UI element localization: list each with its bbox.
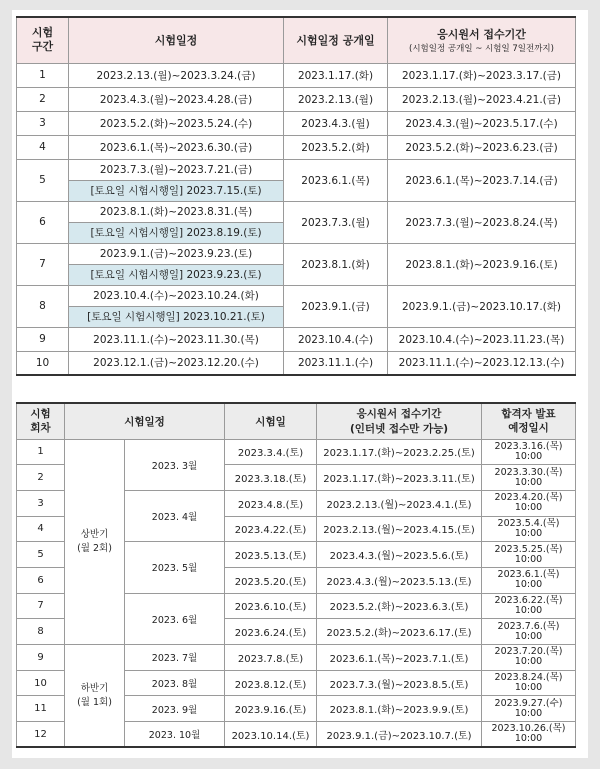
table-row: [17, 439, 576, 465]
saturday-exam-date: [토요일 시험시행일] 2023.10.21.(토): [69, 306, 284, 327]
header-schedule-release: 시험일정 공개일: [284, 17, 388, 63]
saturday-exam-date: [토요일 시험시행일] 2023.9.23.(토): [69, 264, 284, 285]
table-row: [17, 159, 576, 180]
table-row: [17, 327, 576, 351]
round-number: 9: [17, 327, 69, 351]
release-date: 2023.11.1.(수): [284, 351, 388, 375]
table-row: [17, 63, 576, 87]
exam-month: 2023. 5월: [125, 542, 225, 593]
exam-month: 2023. 3월: [125, 439, 225, 490]
header-application-note: (인터넷 접수만 가능): [349, 423, 449, 436]
release-date: 2023.1.17.(화): [284, 63, 388, 87]
application-period: 2023.4.3.(월)~2023.5.6.(토): [317, 542, 482, 568]
header-application-period: [317, 403, 482, 439]
result-date: 2023.8.24.(목) 10:00: [482, 670, 576, 696]
table2-header-row: [17, 403, 576, 439]
header-result-date: 합격자 발표 예정일시: [482, 403, 576, 439]
exam-date: 2023.8.12.(토): [225, 670, 317, 696]
header-exam-date: 시험일: [225, 403, 317, 439]
exam-month: 2023. 4월: [125, 490, 225, 541]
result-date: 2023.5.4.(목) 10:00: [482, 516, 576, 542]
half-year-first: 상반기 (월 2회): [65, 439, 125, 645]
release-date: 2023.4.3.(월): [284, 111, 388, 135]
release-date: 2023.5.2.(화): [284, 135, 388, 159]
application-period: 2023.5.2.(화)~2023.6.3.(토): [317, 593, 482, 619]
table-row: [17, 87, 576, 111]
exam-month: 2023. 10월: [125, 722, 225, 748]
application-period: 2023.7.3.(월)~2023.8.24.(목): [388, 201, 576, 243]
application-period: 2023.5.2.(화)~2023.6.17.(토): [317, 619, 482, 645]
header-exam-round: 시험 구간: [17, 17, 69, 63]
header-exam-schedule: 시험일정: [65, 403, 225, 439]
schedule-table-2: [16, 402, 576, 748]
round-number: 6: [17, 567, 65, 593]
round-number: 9: [17, 645, 65, 671]
result-date: 2023.6.22.(목) 10:00: [482, 593, 576, 619]
exam-date: 2023.5.13.(토): [225, 542, 317, 568]
header-application-note: (시험일정 공개일 ~ 시험일 7일전까지): [409, 44, 554, 55]
exam-date: 2023.6.10.(토): [225, 593, 317, 619]
application-period: 2023.2.13.(월)~2023.4.1.(토): [317, 490, 482, 516]
application-period: 2023.4.3.(월)~2023.5.17.(수): [388, 111, 576, 135]
application-period: 2023.2.13.(월)~2023.4.21.(금): [388, 87, 576, 111]
round-number: 1: [17, 63, 69, 87]
application-period: 2023.7.3.(월)~2023.8.5.(토): [317, 670, 482, 696]
application-period: 2023.4.3.(월)~2023.5.13.(토): [317, 567, 482, 593]
release-date: 2023.9.1.(금): [284, 285, 388, 327]
application-period: 2023.10.4.(수)~2023.11.23.(목): [388, 327, 576, 351]
result-date: 2023.3.16.(목) 10:00: [482, 439, 576, 465]
result-date: 2023.9.27.(수) 10:00: [482, 696, 576, 722]
round-number: 5: [17, 159, 69, 201]
application-period: 2023.8.1.(화)~2023.9.9.(토): [317, 696, 482, 722]
release-date: 2023.6.1.(목): [284, 159, 388, 201]
round-number: 10: [17, 351, 69, 375]
table1-header-row: [17, 17, 576, 63]
application-period: 2023.11.1.(수)~2023.12.13.(수): [388, 351, 576, 375]
application-period: 2023.9.1.(금)~2023.10.17.(화): [388, 285, 576, 327]
exam-period: 2023.4.3.(월)~2023.4.28.(금): [69, 87, 284, 111]
application-period: 2023.1.17.(화)~2023.2.25.(토): [317, 439, 482, 465]
table-row: [17, 351, 576, 375]
round-number: 3: [17, 490, 65, 516]
round-number: 10: [17, 670, 65, 696]
table-row: [17, 645, 576, 671]
result-date: 2023.3.30.(목) 10:00: [482, 465, 576, 491]
round-number: 8: [17, 619, 65, 645]
application-period: 2023.1.17.(화)~2023.3.17.(금): [388, 63, 576, 87]
round-number: 5: [17, 542, 65, 568]
exam-period: 2023.6.1.(목)~2023.6.30.(금): [69, 135, 284, 159]
table-row: [17, 285, 576, 306]
round-number: 1: [17, 439, 65, 465]
exam-date: 2023.10.14.(토): [225, 722, 317, 748]
exam-date: 2023.3.4.(토): [225, 439, 317, 465]
round-number: 7: [17, 593, 65, 619]
exam-date: 2023.3.18.(토): [225, 465, 317, 491]
header-application-period: [388, 17, 576, 63]
round-number: 4: [17, 135, 69, 159]
table-row: [17, 201, 576, 222]
exam-date: 2023.4.22.(토): [225, 516, 317, 542]
half-year-second: 하반기 (월 1회): [65, 645, 125, 748]
round-number: 7: [17, 243, 69, 285]
saturday-exam-date: [토요일 시험시행일] 2023.7.15.(토): [69, 180, 284, 201]
saturday-exam-date: [토요일 시험시행일] 2023.8.19.(토): [69, 222, 284, 243]
result-date: 2023.7.20.(목) 10:00: [482, 645, 576, 671]
application-period: 2023.5.2.(화)~2023.6.23.(금): [388, 135, 576, 159]
exam-month: 2023. 6월: [125, 593, 225, 644]
application-period: 2023.1.17.(화)~2023.3.11.(토): [317, 465, 482, 491]
round-number: 3: [17, 111, 69, 135]
result-date: 2023.5.25.(목) 10:00: [482, 542, 576, 568]
round-number: 6: [17, 201, 69, 243]
round-number: 2: [17, 87, 69, 111]
result-date: 2023.7.6.(목) 10:00: [482, 619, 576, 645]
release-date: 2023.7.3.(월): [284, 201, 388, 243]
exam-period: 2023.11.1.(수)~2023.11.30.(목): [69, 327, 284, 351]
exam-period: 2023.2.13.(월)~2023.3.24.(금): [69, 63, 284, 87]
release-date: 2023.8.1.(화): [284, 243, 388, 285]
application-period: 2023.8.1.(화)~2023.9.16.(토): [388, 243, 576, 285]
round-number: 11: [17, 696, 65, 722]
exam-month: 2023. 7월: [125, 645, 225, 671]
result-date: 2023.10.26.(목) 10:00: [482, 722, 576, 748]
application-period: 2023.6.1.(목)~2023.7.14.(금): [388, 159, 576, 201]
exam-date: 2023.5.20.(토): [225, 567, 317, 593]
round-number: 12: [17, 722, 65, 748]
exam-month: 2023. 9월: [125, 696, 225, 722]
table-row: [17, 243, 576, 264]
round-number: 2: [17, 465, 65, 491]
table-row: [17, 135, 576, 159]
release-date: 2023.2.13.(월): [284, 87, 388, 111]
exam-period: 2023.8.1.(화)~2023.8.31.(목): [69, 201, 284, 222]
exam-period: 2023.7.3.(월)~2023.7.21.(금): [69, 159, 284, 180]
exam-date: 2023.7.8.(토): [225, 645, 317, 671]
exam-period: 2023.9.1.(금)~2023.9.23.(토): [69, 243, 284, 264]
release-date: 2023.10.4.(수): [284, 327, 388, 351]
header-exam-schedule: 시험일정: [69, 17, 284, 63]
application-period: 2023.9.1.(금)~2023.10.7.(토): [317, 722, 482, 748]
exam-period: 2023.12.1.(금)~2023.12.20.(수): [69, 351, 284, 375]
header-exam-round: 시험 회차: [17, 403, 65, 439]
exam-date: 2023.6.24.(토): [225, 619, 317, 645]
schedule-table-1: [16, 16, 576, 376]
exam-month: 2023. 8월: [125, 670, 225, 696]
round-number: 4: [17, 516, 65, 542]
exam-date: 2023.9.16.(토): [225, 696, 317, 722]
application-period: 2023.2.13.(월)~2023.4.15.(토): [317, 516, 482, 542]
application-period: 2023.6.1.(목)~2023.7.1.(토): [317, 645, 482, 671]
exam-period: 2023.10.4.(수)~2023.10.24.(화): [69, 285, 284, 306]
result-date: 2023.6.1.(목) 10:00: [482, 567, 576, 593]
exam-date: 2023.4.8.(토): [225, 490, 317, 516]
header-application-title: 응시원서 접수기간: [356, 408, 442, 421]
table-row: [17, 111, 576, 135]
round-number: 8: [17, 285, 69, 327]
header-application-title: 응시원서 접수기간: [437, 28, 526, 42]
result-date: 2023.4.20.(목) 10:00: [482, 490, 576, 516]
exam-period: 2023.5.2.(화)~2023.5.24.(수): [69, 111, 284, 135]
